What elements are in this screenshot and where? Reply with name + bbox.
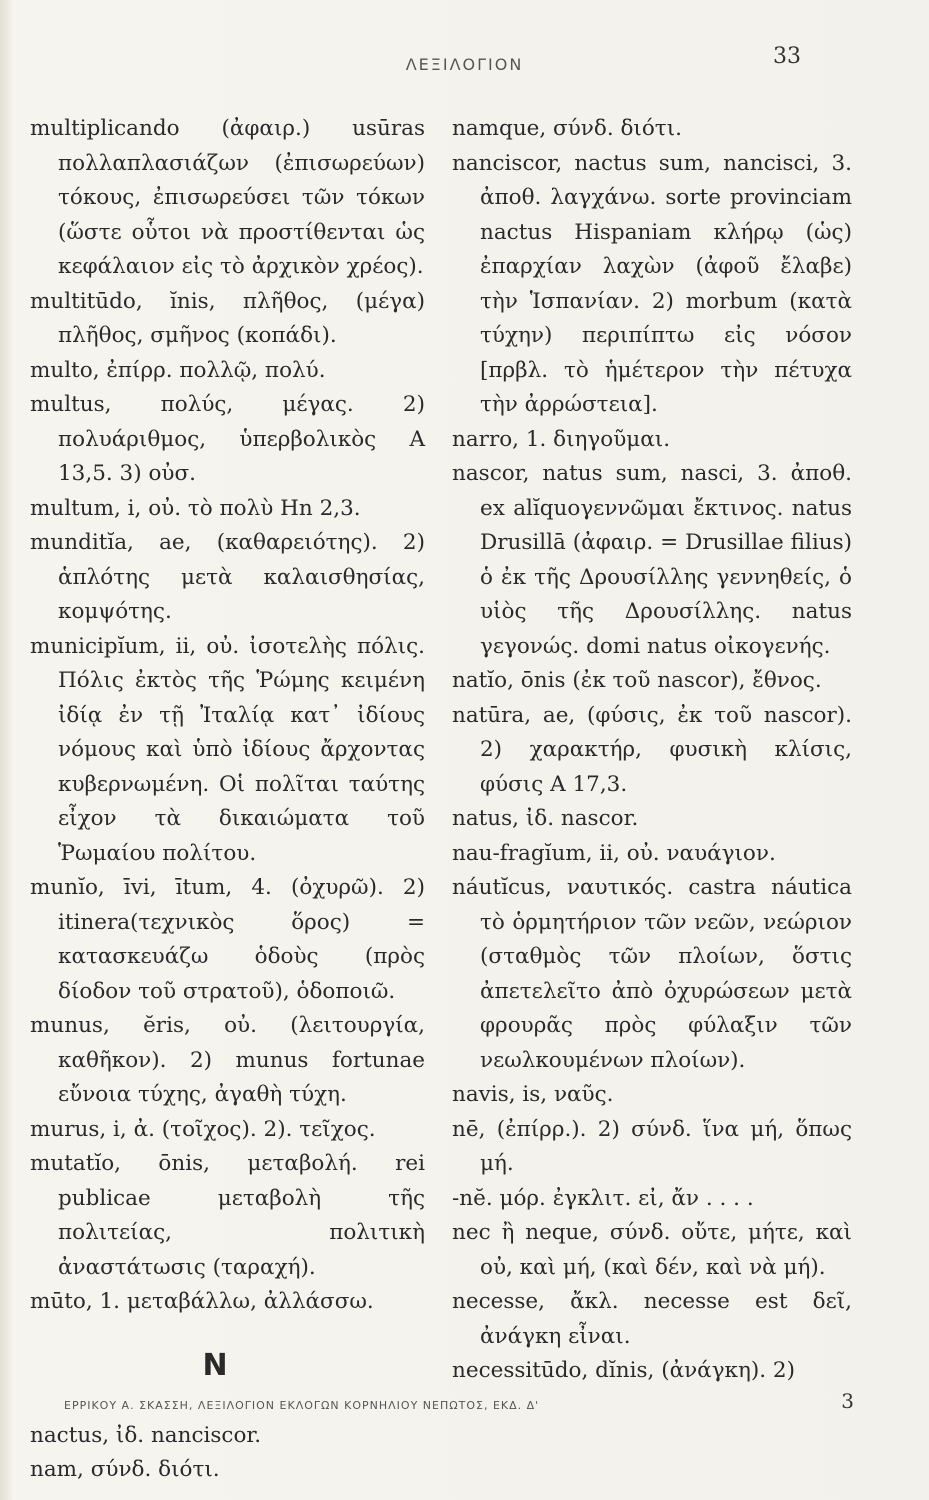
dictionary-entry: namque, σύνδ. διότι. xyxy=(452,116,682,141)
dictionary-entry: narro, 1. διηγοῦμαι. xyxy=(452,426,671,452)
dictionary-entry: murus, i, ἀ. (τοῖχος). 2). τεῖχος. xyxy=(30,1116,376,1142)
running-head: ΛΕΞΙΛΟΓΙΟΝ xyxy=(405,55,524,74)
signature-mark: 3 xyxy=(841,1389,854,1413)
dictionary-entry: munus, ĕris, οὐ. (λειτουργία, καθῆκον). 2) munus fortunae εὔνοια τύχης, ἀγαθὴ τύχη. xyxy=(30,1013,425,1107)
dictionary-entry: natĭo, ōnis (ἐκ τοῦ nascor), ἔθνος. xyxy=(452,668,822,693)
dictionary-entry: nam, σύνδ. διότι. xyxy=(30,1457,220,1482)
dictionary-entry: natūra, ae, (φύσις, ἐκ τοῦ nascor). 2) χαρακτήρ, φυσικὴ κλίσις, φύσις A 17,3. xyxy=(452,702,852,797)
dictionary-entry: mutatĭo, ōnis, μεταβολή. rei publicae μεταβολὴ τῆς πολιτείας, πολιτικὴ ἀναστάτωσις (ταραχή). xyxy=(30,1151,425,1280)
dictionary-entry: multitūdo, ĭnis, πλῆθος, (μέγα) πλῆθος, σμῆνος (κοπάδι). xyxy=(30,288,425,348)
printer-imprint: ΕΡΡΙΚΟΥ Α. ΣΚΑΣΣΗ, ΛΕΞΙΛΟΓΙΟΝ ΕΚΛΟΓΩΝ ΚΟΡΝΗΛΙΟΥ ΝΕΠΩΤΟΣ, ΕΚΔ. Δ' xyxy=(64,1399,540,1412)
left-column xyxy=(30,112,425,1488)
dictionary-entry: munditĭa, ae, (καθαρειότης). 2) ἁπλότης μετὰ καλαισθησίας, κομψότης. xyxy=(30,530,425,624)
dictionary-entry: -nĕ. μόρ. ἐγκλιτ. εἰ, ἄν . . . . xyxy=(452,1185,754,1211)
dictionary-entry: multus, πολύς, μέγας. 2) πολυάριθμος, ὑπερβολικὸς A 13,5. 3) οὐσ. xyxy=(30,392,425,486)
dictionary-entry: mūto, 1. μεταβάλλω, ἀλλάσσω. xyxy=(30,1289,374,1314)
dictionary-entry: municipĭum, ii, οὐ. ἰσοτελὴς πόλις. Πόλις ἐκτὸς τῆς Ῥώμης κειμένη ἰδίᾳ ἐν τῇ Ἰταλίᾳ κατ᾽ ἰδίους νόμους καὶ ὑπὸ ἰδίους ἄρχοντας κυβερνωμένη. Οἱ πολῖται ταύτης εἶχον τὰ δικαιώματα τοῦ Ῥωμαίου πολίτου. xyxy=(30,633,425,866)
dictionary-entry: nascor, natus sum, nasci, 3. ἀποθ. ex alĭquoγεννῶμαι ἔκτινος. natus Drusillā (ἀφαιρ. = Drusillae filius) ὁ ἐκ τῆς Δρουσίλλης γεννηθείς, ὁ υἱὸς τῆς Δρουσίλλης. natus γεγονώς. domi natus οἰκογενής. xyxy=(452,461,852,659)
dictionary-entry: natus, ἰδ. nascor. xyxy=(452,806,639,831)
dictionary-entry: nau-fragĭum, ii, οὐ. ναυάγιον. xyxy=(452,840,776,866)
dictionary-entry: navis, is, ναῦς. xyxy=(452,1082,614,1107)
dictionary-entry: necessitūdo, dĭnis, (ἀνάγκη). 2) xyxy=(452,1358,795,1383)
dictionary-entry: multiplicando (ἀφαιρ.) usūras πολλαπλασιάζων (ἐπισωρεύων) τόκους, ἐπισωρεύσει τῶν τόκων (ὥστε οὗτοι νὰ προστίθενται ὡς κεφάλαιον εἰς τὸ ἀρχικὸν χρέος). xyxy=(30,116,425,279)
dictionary-entry: nē, (ἐπίρρ.). 2) σύνδ. ἵνα μή, ὅπως μή. xyxy=(452,1116,852,1176)
dictionary-entry: necesse, ἄκλ. necesse est δεῖ, ἀνάγκη εἶναι. xyxy=(452,1289,852,1349)
dictionary-entry: náutĭcus, ναυτικός. castra náutica τὸ ὁρμητήριον τῶν νεῶν, νεώριον (σταθμὸς τῶν πλοίων, ὅστις ἀπετελεῖτο ἀπὸ ὀχυρώσεων μετὰ φρουρᾶς πρὸς φύλαξιν τῶν νεωλκουμένων πλοίων). xyxy=(452,875,852,1073)
dictionary-entry: multum, i, οὐ. τὸ πολὺ Hn 2,3. xyxy=(30,495,361,521)
dictionary-entry: nanciscor, nactus sum, nancisci, 3. ἀποθ. λαγχάνω. sorte provinciam nactus Hispaniam κλήρῳ (ὡς) ἐπαρχίαν λαχὼν (ἀφοῦ ἔλαβε) τὴν Ἱσπανίαν. 2) morbum (κατὰ τύχην) περιπίπτω εἰς νόσον [πρβλ. τὸ ἡμέτερον τὴν πέτυχα τὴν ἀρρώστεια]. xyxy=(452,150,852,417)
dictionary-entry: nactus, ἰδ. nanciscor. xyxy=(30,1422,262,1448)
letter-section-heading: N xyxy=(202,1347,228,1383)
page-number: 33 xyxy=(773,44,801,69)
dictionary-entry: multo, ἐπίρρ. πολλῷ, πολύ. xyxy=(30,357,326,383)
dictionary-entry: munĭo, īvi, ītum, 4. (ὀχυρῶ). 2) itinera(τεχνικὸς ὅρος) = κατασκευάζω ὁδοὺς (πρὸς δίοδον τοῦ στρατοῦ), ὁδοποιῶ. xyxy=(30,875,425,1004)
page-fold-shadow xyxy=(0,0,12,1500)
dictionary-entry: nec ἢ neque, σύνδ. οὔτε, μήτε, καὶ οὐ, καὶ μή, (καὶ δέν, καὶ νὰ μή). xyxy=(452,1220,852,1280)
right-column xyxy=(452,112,852,1389)
